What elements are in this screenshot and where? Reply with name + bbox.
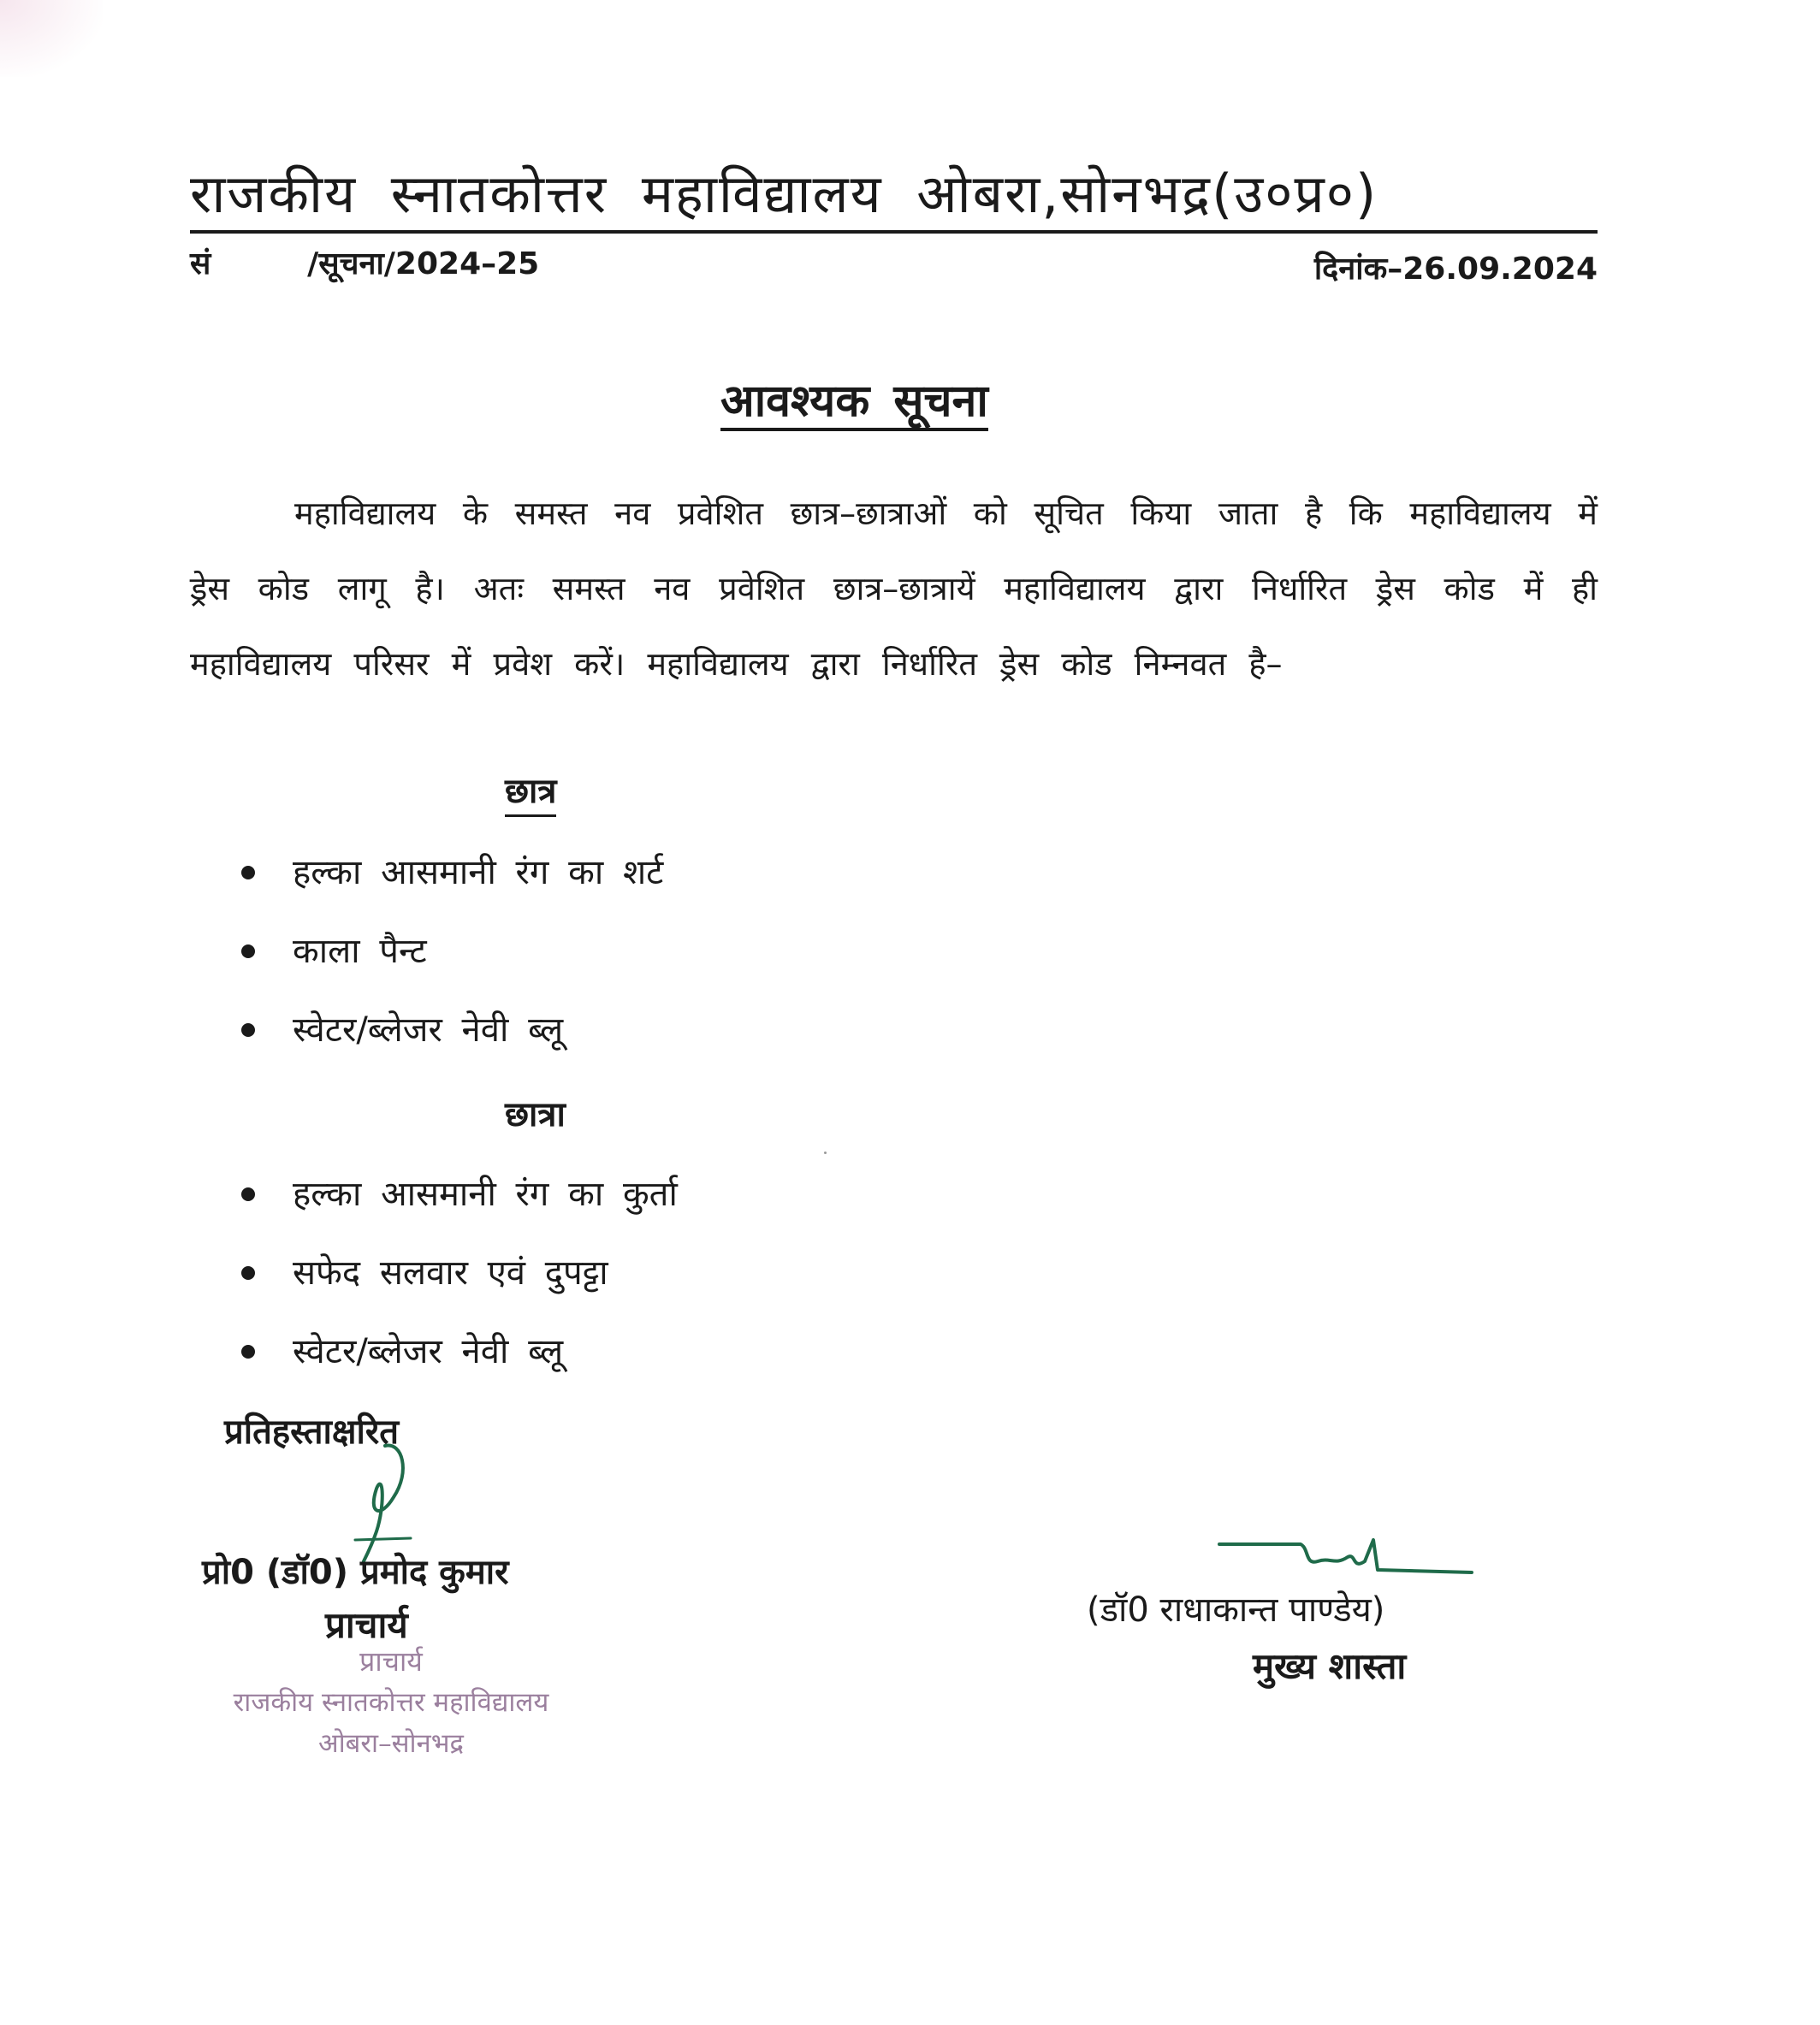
principal-stamp: [190, 1641, 592, 1764]
list-item: काला पैन्ट: [240, 926, 663, 1004]
signature-stroke: [355, 1538, 411, 1540]
list-item: हल्का आसमानी रंग का शर्ट: [240, 847, 663, 926]
reference-number: सं /सूचना/2024–25: [190, 246, 540, 281]
stamp-line: राजकीय स्नातकोत्तर महाविद्यालय: [233, 1687, 549, 1718]
list-item: हल्का आसमानी रंग का कुर्ता: [240, 1169, 678, 1247]
girls-dress-list: [240, 1169, 678, 1405]
list-item: स्वेटर/ब्लेजर नेवी ब्लू: [240, 1326, 678, 1405]
girls-heading: छात्रा: [505, 1095, 566, 1134]
paper-speck: [824, 1152, 827, 1154]
signature-stroke: [1219, 1540, 1472, 1572]
notice-date: दिनांक–26.09.2024: [1313, 252, 1598, 287]
chief-proctor-title: मुख्य शास्ता: [1253, 1645, 1407, 1687]
boys-heading: छात्र: [505, 768, 556, 817]
stamp-line: ओबरा–सोनभद्र: [317, 1728, 465, 1759]
chief-proctor-signature: [1215, 1531, 1480, 1591]
principal-name: प्रो0 (डॉ0) प्रमोद कुमार: [202, 1553, 509, 1592]
countersigned-label: प्रतिहस्ताक्षरित: [224, 1412, 400, 1452]
stamp-line: प्राचार्य: [359, 1645, 423, 1678]
list-item: सफेद सलवार एवं दुपट्टा: [240, 1247, 678, 1326]
paper-corner-tint: [0, 0, 103, 77]
notice-title: आवश्यक सूचना: [720, 375, 988, 431]
chief-proctor-name: (डॉ0 राधाकान्त पाण्डेय): [1087, 1590, 1385, 1630]
list-item: स्वेटर/ब्लेजर नेवी ब्लू: [240, 1004, 663, 1083]
principal-title: प्राचार्य: [325, 1604, 408, 1646]
college-name-heading: राजकीय स्नातकोत्तर महाविद्यालय ओबरा,सोनभद्र(उ०प्र०): [190, 158, 1598, 234]
boys-dress-list: [240, 847, 663, 1083]
notice-body-paragraph: महाविद्यालय के समस्त नव प्रवेशित छात्र–छात्राओं को सूचित किया जाता है कि महाविद्यालय में ड्रेस कोड लागू है। अतः समस्त नव प्रवेशित छात्र–छात्रायें महाविद्यालय द्वारा निर्धारित ड्रेस कोड में ही महाविद्यालय परिसर में प्रवेश करें। महाविद्यालय द्वारा निर्धारित ड्रेस कोड निम्नवत है–: [190, 494, 1598, 683]
signature-stroke: [364, 1446, 403, 1561]
